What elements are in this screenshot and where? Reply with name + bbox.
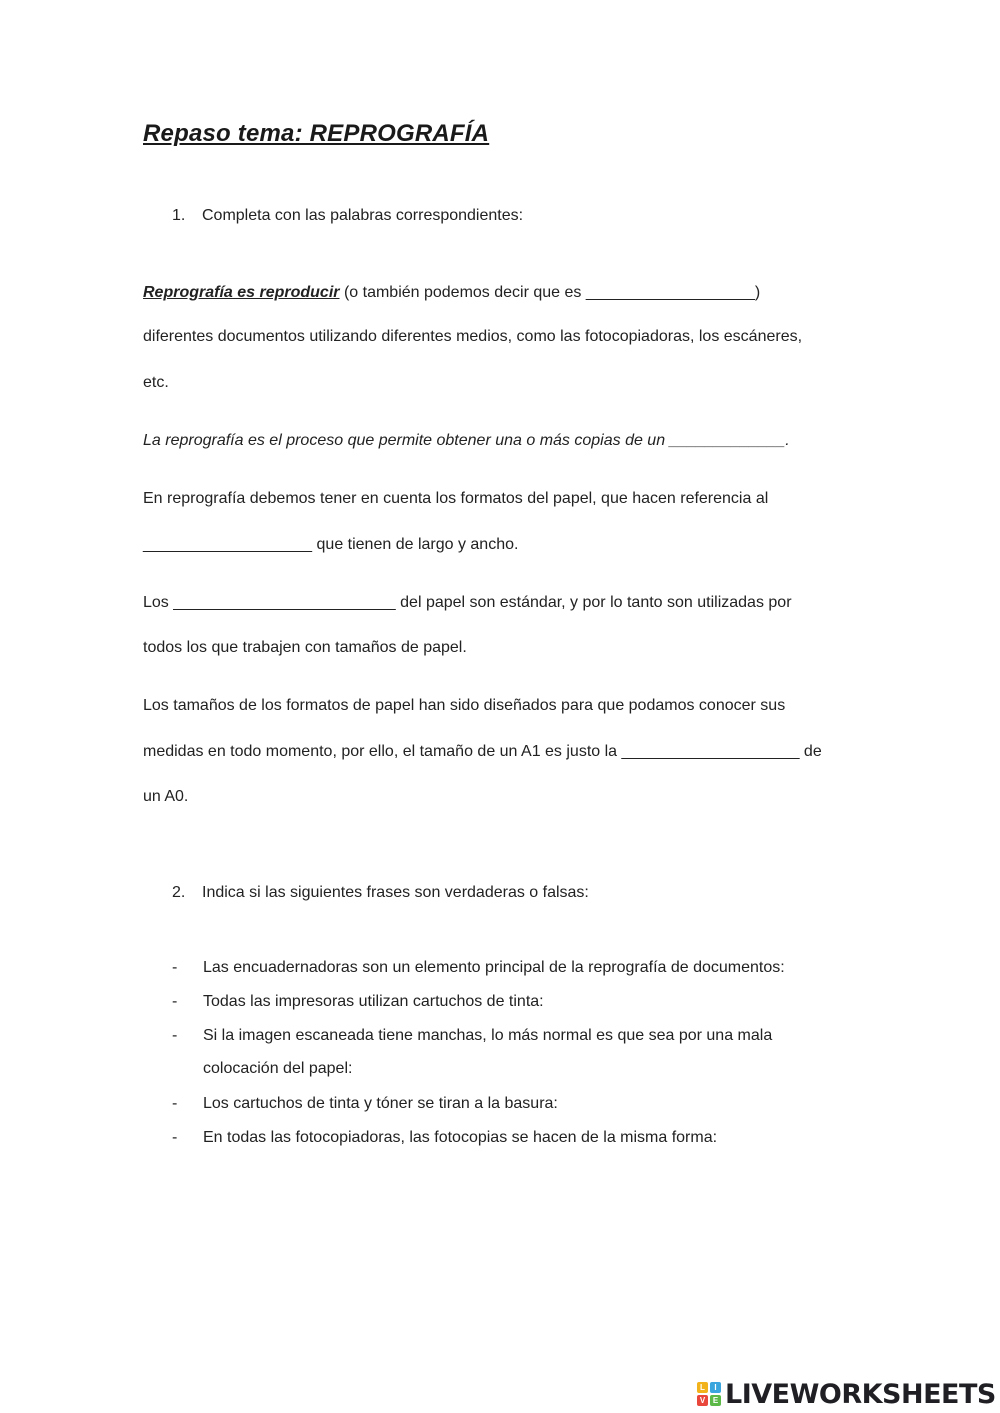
paragraph-5-line-3: un A0. bbox=[143, 788, 189, 805]
list-item bbox=[172, 1026, 772, 1046]
paragraph-2: La reprografía es el proceso que permite obtener una o más copias de un _____________. bbox=[143, 432, 790, 449]
paragraph-1-line-3: etc. bbox=[143, 374, 169, 391]
list-dash: - bbox=[172, 1095, 178, 1112]
logo-letter-v: V bbox=[697, 1395, 708, 1406]
list-item bbox=[172, 992, 544, 1012]
paragraph-3-line-1: En reprografía debemos tener en cuenta los formatos del papel, que hacen referencia al bbox=[143, 490, 769, 507]
list-item-text: Todas las impresoras utilizan cartuchos de tinta: bbox=[203, 993, 544, 1010]
question-1-text: Completa con las palabras correspondientes: bbox=[202, 207, 524, 224]
list-item-text: Las encuadernadoras son un elemento principal de la reprografía de documentos: bbox=[203, 959, 785, 976]
paragraph-5-line-2: medidas en todo momento, por ello, el tamaño de un A1 es justo la ____________________ de bbox=[143, 743, 822, 760]
paragraph-1-line-1 bbox=[143, 283, 760, 303]
liveworksheets-logo[interactable] bbox=[697, 1377, 996, 1411]
list-dash: - bbox=[172, 993, 178, 1010]
page-title: Repaso tema: REPROGRAFÍA bbox=[143, 120, 490, 147]
paragraph-3-line-2: ___________________ que tienen de largo y ancho. bbox=[143, 536, 519, 553]
paragraph-1-line-2: diferentes documentos utilizando diferentes medios, como las fotocopiadoras, los escáneres, bbox=[143, 328, 803, 345]
list-item bbox=[172, 1094, 558, 1114]
paragraph-4-line-1: Los _________________________ del papel son estándar, y por lo tanto son utilizadas por bbox=[143, 594, 792, 611]
list-dash: - bbox=[172, 1027, 178, 1044]
logo-letter-e: E bbox=[710, 1395, 721, 1406]
paragraph-5-line-1: Los tamaños de los formatos de papel han sido diseñados para que podamos conocer sus bbox=[143, 697, 786, 714]
list-dash: - bbox=[172, 959, 178, 976]
logo-letter-l: L bbox=[697, 1382, 708, 1393]
list-item bbox=[172, 958, 785, 978]
list-item bbox=[172, 1128, 717, 1148]
definition-term: Reprografía es reproducir bbox=[143, 284, 340, 301]
list-item-text: Los cartuchos de tinta y tóner se tiran a la basura: bbox=[203, 1095, 558, 1112]
logo-mark-icon bbox=[697, 1382, 721, 1406]
question-1-number: 1. bbox=[172, 207, 186, 224]
paragraph-1-blank-text: (o también podemos decir que es ___________________) bbox=[339, 284, 761, 301]
question-2-prompt bbox=[172, 883, 589, 903]
question-1-prompt bbox=[172, 206, 523, 226]
list-item-text: Si la imagen escaneada tiene manchas, lo más normal es que sea por una mala bbox=[203, 1027, 773, 1044]
paragraph-4-line-2: todos los que trabajen con tamaños de papel. bbox=[143, 639, 467, 656]
logo-text: LIVEWORKSHEETS bbox=[725, 1378, 996, 1410]
question-2-number: 2. bbox=[172, 884, 186, 901]
list-dash: - bbox=[172, 1129, 178, 1146]
logo-letter-i: I bbox=[710, 1382, 721, 1393]
list-item-continuation: colocación del papel: bbox=[203, 1060, 353, 1077]
question-2-text: Indica si las siguientes frases son verdaderas o falsas: bbox=[202, 884, 589, 901]
list-item-text: En todas las fotocopiadoras, las fotocopias se hacen de la misma forma: bbox=[203, 1129, 718, 1146]
